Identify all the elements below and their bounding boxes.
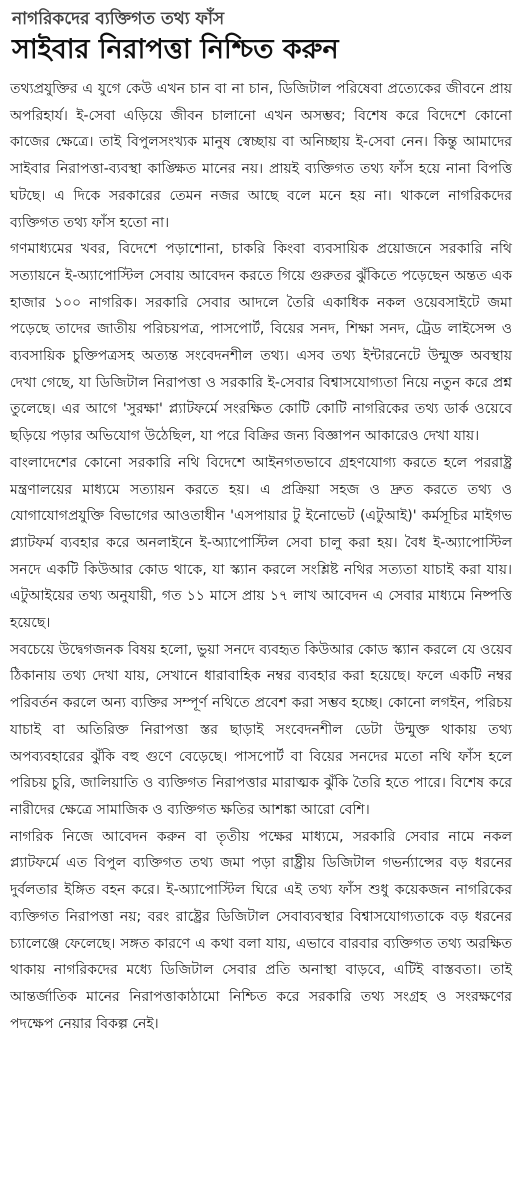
article-paragraph-1: তথ্যপ্রযুক্তির এ যুগে কেউ এখন চান বা না চান, ডিজিটাল পরিষেবা প্রত্যেকের জীবনে প্রায় অপরিহার্য। ই-সেবা এড়িয়ে জীবন চালানো এখন অসম্ভব; বিশেষ করে বিদেশে কোনো কাজের ক্ষেত্রে। তাই বিপুলসংখ্যক মানুষ স্বেচ্ছায় বা অনিচ্ছায় ই-সেবা নেন। কিন্তু আমাদের সাইবার নিরাপত্তা-ব্যবস্থা কাঙ্ক্ষিত মানের নয়। প্রায়ই ব্যক্তিগত তথ্য ফাঁস হয়ে নানা বিপত্তি ঘটছে। এ দিকে সরকারের তেমন নজর আছে বলে মনে হয় না। থাকলে নাগরিকদের ব্যক্তিগত তথ্য ফাঁস হতো না। (10, 81, 512, 231)
article-body (10, 76, 512, 1037)
article-paragraph-4: সবচেয়ে উদ্বেগজনক বিষয় হলো, ভুয়া সনদে ব্যবহৃত কিউআর কোড স্ক্যান করলে যে ওয়েব ঠিকানায় তথ্য দেখা যায়, সেখানে ধারাবাহিক নম্বর ব্যবহার করা হয়েছে। ফলে একটি নম্বর পরিবর্তন করলে অন্য ব্যক্তির সম্পূর্ণ নথিতে প্রবেশ করা সম্ভব হচ্ছে। কোনো লগইন, পরিচয় যাচাই বা অতিরিক্ত নিরাপত্তা স্তর ছাড়াই সংবেদনশীল ডেটা উন্মুক্ত থাকায় তথ্য অপব্যবহারের ঝুঁকি বহু গুণে বেড়েছে। পাসপোর্ট বা বিয়ের সনদের মতো নথি ফাঁস হলে পরিচয় চুরি, জালিয়াতি ও ব্যক্তিগত নিরাপত্তার মারাত্মক ঝুঁকি তৈরি হতে পারে। বিশেষ করে নারীদের ক্ষেত্রে সামাজিক ও ব্যক্তিগত ক্ষতির আশঙ্কা আরো বেশি। (10, 641, 512, 818)
article-paragraph-3: বাংলাদেশের কোনো সরকারি নথি বিদেশে আইনগতভাবে গ্রহণযোগ্য করতে হলে পররাষ্ট্র মন্ত্রণালয়ের মাধ্যমে সত্যায়ন করতে হয়। এ প্রক্রিয়া সহজ ও দ্রুত করতে তথ্য ও যোগাযোগপ্রযুক্তি বিভাগের আওতাধীন 'এসপায়ার টু ইনোভেট (এটুআই)' কর্মসূচির মাইগভ প্ল্যাটফর্ম ব্যবহার করে অনলাইনে ই-অ্যাপোস্টিল সেবা চালু করা হয়। বৈধ ই-অ্যাপোস্টিল সনদে একটি কিউআর কোড থাকে, যা স্ক্যান করলে সংশ্লিষ্ট নথির সত্যতা যাচাই করা যায়। এটুআইয়ের তথ্য অনুযায়ী, গত ১১ মাসে প্রায় ১৭ লাখ আবেদন এ সেবার মাধ্যমে নিষ্পত্তি হয়েছে। (10, 454, 512, 632)
article-kicker: নাগরিকদের ব্যক্তিগত তথ্য ফাঁস (12, 9, 225, 29)
article-paragraph-2: গণমাধ্যমের খবর, বিদেশে পড়াশোনা, চাকরি কিংবা ব্যবসায়িক প্রয়োজনে সরকারি নথি সত্যায়নে ই-অ্যাপোস্টিল সেবায় আবেদন করতে গিয়ে গুরুতর ঝুঁকিতে পড়েছেন অন্তত এক হাজার ১০০ নাগরিক। সরকারি সেবার আদলে তৈরি একাধিক নকল ওয়েবসাইটে জমা পড়েছে তাদের জাতীয় পরিচয়পত্র, পাসপোর্ট, বিয়ের সনদ, শিক্ষা সনদ, ট্রেড লাইসেন্স ও ব্যবসায়িক চুক্তিপত্রসহ অত্যন্ত সংবেদনশীল তথ্য। এসব তথ্য ইন্টারনেটে উন্মুক্ত অবস্থায় দেখা গেছে, যা ডিজিটাল নিরাপত্তা ও সরকারি ই-সেবার বিশ্বাসযোগ্যতা নিয়ে নতুন করে প্রশ্ন তুলেছে। এর আগে 'সুরক্ষা' প্ল্যাটফর্মে সংরক্ষিত কোটি কোটি নাগরিকের তথ্য ডার্ক ওয়েবে ছড়িয়ে পড়ার অভিযোগ উঠেছিল, যা পরে বিক্রির জন্য বিজ্ঞাপন আকারেও দেখা যায়। (10, 241, 512, 445)
article-paragraph-5: নাগরিক নিজে আবেদন করুন বা তৃতীয় পক্ষের মাধ্যমে, সরকারি সেবার নামে নকল প্ল্যাটফর্মে এত বিপুল ব্যক্তিগত তথ্য জমা পড়া রাষ্ট্রীয় ডিজিটাল গভর্ন্যান্সের বড় ধরনের দুর্বলতার ইঙ্গিত বহন করে। ই-অ্যাপোস্টিল ঘিরে এই তথ্য ফাঁস শুধু কয়েকজন নাগরিকের ব্যক্তিগত নিরাপত্তা নয়; বরং রাষ্ট্রের ডিজিটাল সেবাব্যবস্থার বিশ্বাসযোগ্যতাকে বড় ধরনের চ্যালেঞ্জে ফেলেছে। সঙ্গত কারণে এ কথা বলা যায়, এভাবে বারবার ব্যক্তিগত তথ্য অরক্ষিত থাকায় নাগরিকদের মধ্যে ডিজিটাল সেবার প্রতি অনাস্থা বাড়বে, এটিই বাস্তবতা। তাই আন্তর্জাতিক মানের নিরাপত্তাকাঠামো নিশ্চিত করে সরকারি তথ্য সংগ্রহ ও সংরক্ষণের পদক্ষেপ নেয়ার বিকল্প নেই। (10, 828, 512, 1032)
article-headline: সাইবার নিরাপত্তা নিশ্চিত করুন (12, 34, 339, 65)
